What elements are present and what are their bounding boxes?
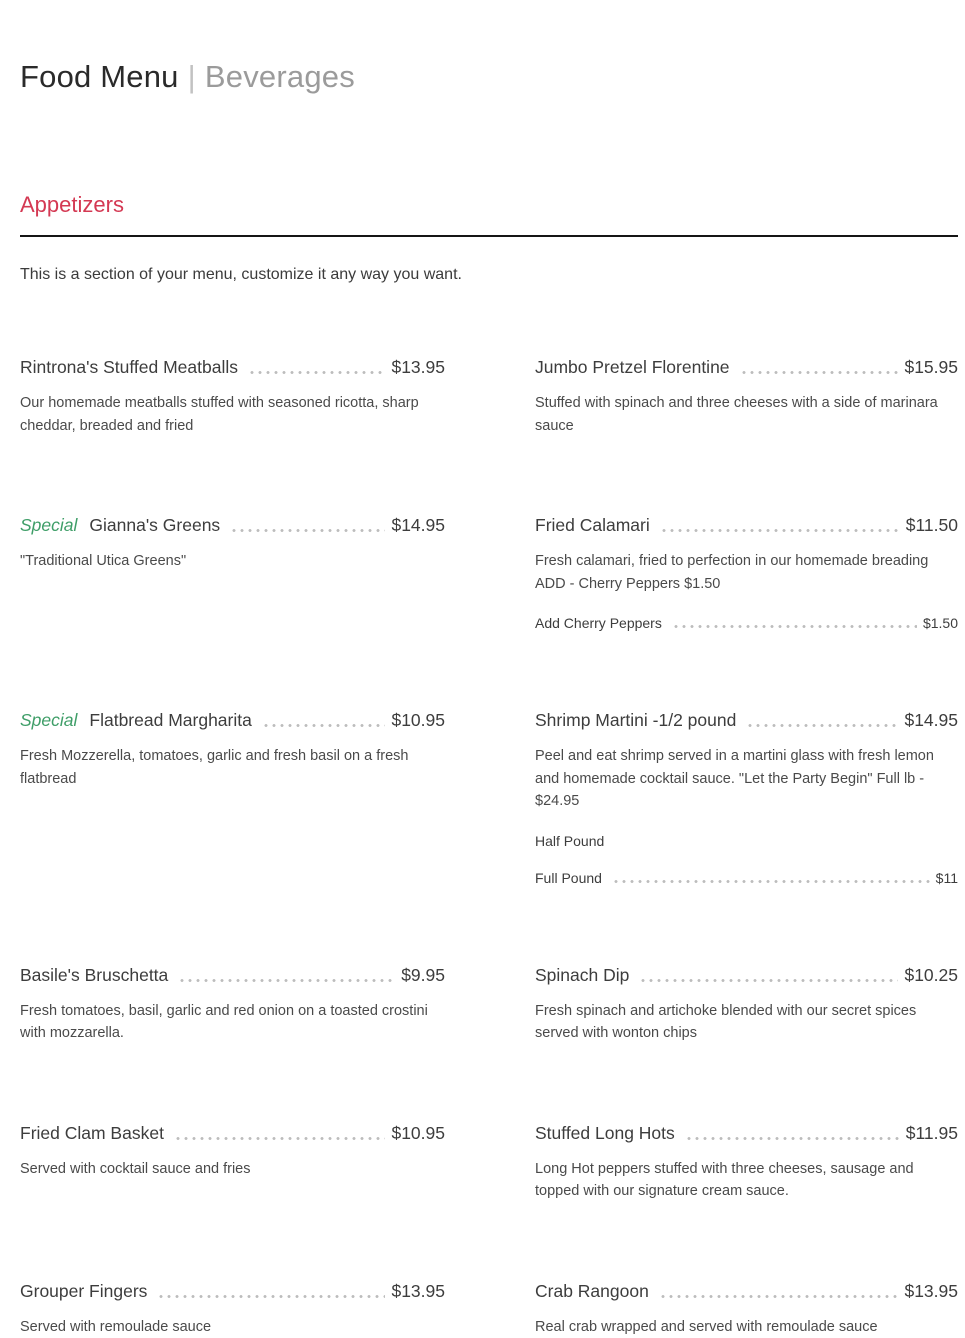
dotted-leader [685, 1137, 900, 1140]
dotted-leader [612, 880, 930, 883]
menu-row [20, 708, 958, 887]
menu-item [20, 513, 445, 632]
dotted-leader [248, 371, 385, 374]
menu-row [20, 355, 958, 437]
item-name: Rintrona's Stuffed Meatballs [20, 355, 238, 379]
variation-name: Full Pound [535, 869, 602, 887]
item-name: Jumbo Pretzel Florentine [535, 355, 730, 379]
item-price: $13.95 [391, 355, 445, 379]
item-price: $10.95 [391, 708, 445, 732]
item-name: Spinach Dip [535, 963, 629, 987]
item-name: Gianna's Greens [89, 513, 220, 537]
variation-row [535, 869, 958, 887]
dotted-leader [157, 1295, 385, 1298]
variation-name: Add Cherry Peppers [535, 614, 662, 632]
item-description: Fresh tomatoes, basil, garlic and red onion on a toasted crostini with mozzarella. [20, 1000, 445, 1045]
item-price: $14.95 [391, 513, 445, 537]
item-description: Fresh calamari, fried to perfection in our homemade breading ADD - Cherry Peppers $1.50 [535, 550, 958, 595]
item-name: Fried Calamari [535, 513, 650, 537]
item-name: Crab Rangoon [535, 1279, 649, 1303]
menu-item [20, 1121, 445, 1203]
variation-name: Half Pound [535, 832, 604, 850]
dotted-leader [740, 371, 899, 374]
section-divider [20, 235, 958, 237]
item-name: Basile's Bruschetta [20, 963, 168, 987]
item-price: $13.95 [391, 1279, 445, 1303]
item-description: Peel and eat shrimp served in a martini glass with fresh lemon and homemade cocktail sauce. "Let the Party Begin" Full lb - $24.95 [535, 745, 958, 813]
menu-item [20, 963, 445, 1045]
menu-item [535, 963, 958, 1045]
section-description: This is a section of your menu, customize it any way you want. [20, 264, 958, 285]
menu-item [535, 1121, 958, 1203]
item-name: Stuffed Long Hots [535, 1121, 675, 1145]
item-description: Long Hot peppers stuffed with three cheeses, sausage and topped with our signature cream sauce. [535, 1158, 958, 1203]
item-price: $13.95 [904, 1279, 958, 1303]
menu-item [535, 355, 958, 437]
item-price: $11.50 [906, 513, 958, 537]
variation-row [535, 614, 958, 632]
menu-tab-food[interactable]: Food Menu [20, 59, 179, 94]
variation-price: $11 [936, 869, 958, 887]
item-price: $9.95 [401, 963, 445, 987]
menu-item [535, 513, 958, 632]
menu-items-grid [20, 355, 958, 1338]
dotted-leader [672, 625, 917, 628]
item-price: $10.25 [904, 963, 958, 987]
item-price: $11.95 [906, 1121, 958, 1145]
dotted-leader [174, 1137, 386, 1140]
menu-row [20, 513, 958, 632]
menu-tab-separator: | [188, 59, 196, 94]
special-label: Special [20, 708, 77, 732]
menu-item [535, 1279, 958, 1338]
variation-row [535, 832, 958, 850]
menu-row [20, 1279, 958, 1338]
item-description: "Traditional Utica Greens" [20, 550, 445, 573]
item-name: Flatbread Margharita [89, 708, 251, 732]
dotted-leader [660, 529, 900, 532]
item-description: Our homemade meatballs stuffed with seasoned ricotta, sharp cheddar, breaded and fried [20, 392, 445, 437]
item-price: $14.95 [904, 708, 958, 732]
item-description: Fresh Mozzerella, tomatoes, garlic and fresh basil on a fresh flatbread [20, 745, 445, 790]
menu-tabs [20, 58, 958, 96]
dotted-leader [230, 529, 385, 532]
item-name: Shrimp Martini -1/2 pound [535, 708, 736, 732]
section-title: Appetizers [20, 192, 958, 218]
item-price: $15.95 [904, 355, 958, 379]
menu-row [20, 963, 958, 1045]
dotted-leader [639, 979, 898, 982]
variation-price: $1.50 [923, 614, 958, 632]
item-description: Served with cocktail sauce and fries [20, 1158, 445, 1181]
dotted-leader [746, 724, 898, 727]
menu-tab-beverages[interactable]: Beverages [205, 59, 355, 94]
dotted-leader [178, 979, 395, 982]
item-description: Real crab wrapped and served with remoulade sauce [535, 1316, 958, 1338]
menu-row [20, 1121, 958, 1203]
menu-item [20, 355, 445, 437]
menu-item [20, 1279, 445, 1338]
special-label: Special [20, 513, 77, 537]
item-name: Grouper Fingers [20, 1279, 147, 1303]
item-description: Fresh spinach and artichoke blended with our secret spices served with wonton chips [535, 1000, 958, 1045]
menu-item [20, 708, 445, 887]
dotted-leader [262, 724, 386, 727]
menu-item [535, 708, 958, 887]
item-description: Stuffed with spinach and three cheeses with a side of marinara sauce [535, 392, 958, 437]
item-description: Served with remoulade sauce [20, 1316, 445, 1338]
item-name: Fried Clam Basket [20, 1121, 164, 1145]
item-price: $10.95 [391, 1121, 445, 1145]
dotted-leader [659, 1295, 899, 1298]
